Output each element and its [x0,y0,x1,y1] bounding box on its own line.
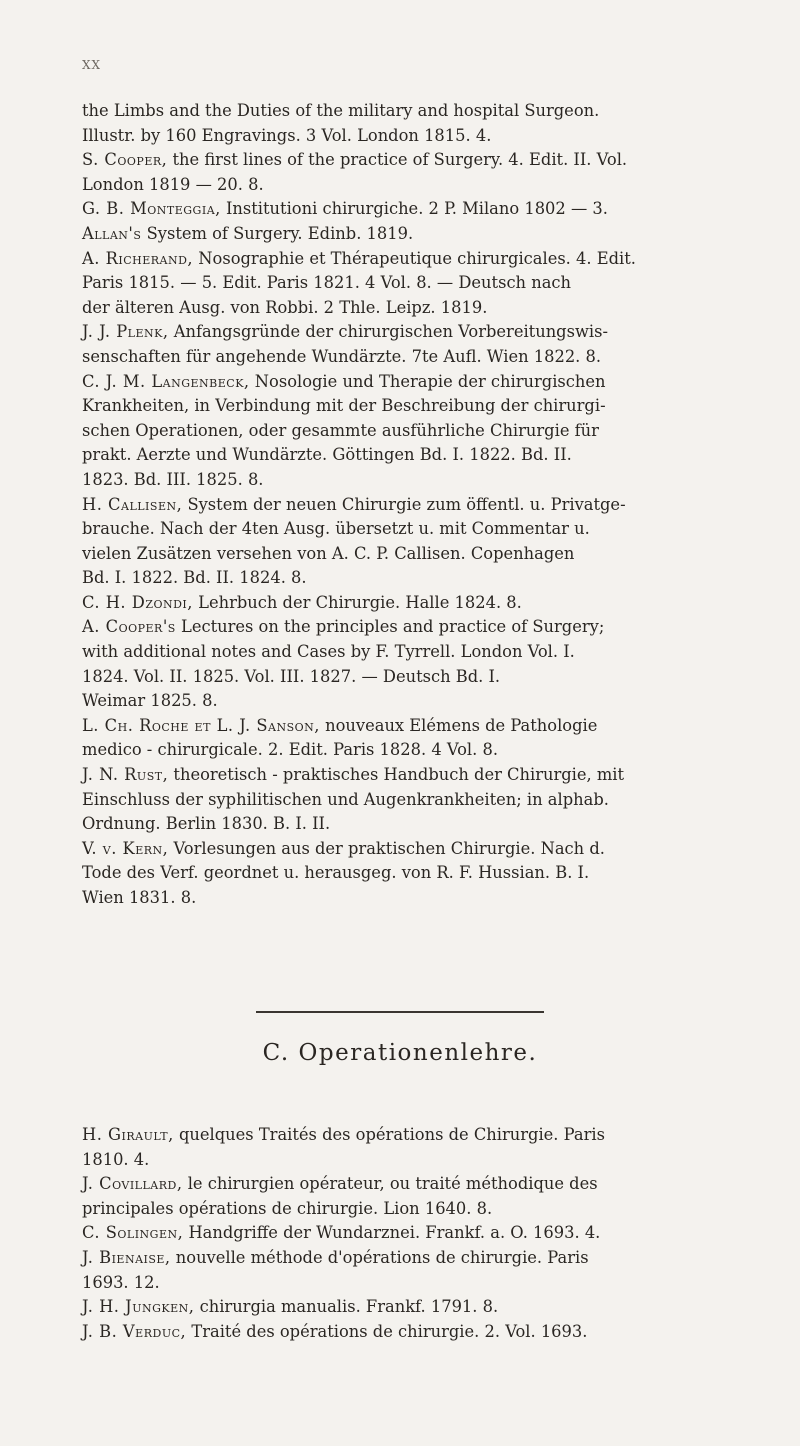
entry-line [82,1172,772,1197]
bibliography-entry-girault [82,1123,772,1172]
entry-text: chirurgia manualis. Frankf. 1791. 8. [194,1297,499,1317]
entry-line [82,1246,772,1271]
entry-author: H. Girault, [82,1125,174,1144]
entry-line: brauche. Nach der 4ten Ausg. übersetzt u. mit Commentar u. [82,519,590,539]
entry-line [82,714,772,739]
entry-text: System der neuen Chirurgie zum öffentl. u. Privatge- [182,494,626,514]
entry-line [82,1295,772,1320]
entry-text: le chirurgien opérateur, ou traité méthodique des [182,1174,598,1194]
entry-line: Ordnung. Berlin 1830. B. I. II. [82,814,331,834]
entry-line [82,1320,772,1345]
bibliography-entry-roche [82,714,772,763]
entry-line: vielen Zusätzen versehen von A. C. P. Callisen. Copenhagen [82,543,575,563]
section-heading: C. Operationenlehre. [262,1040,538,1066]
entry-line: London 1819 — 20. 8. [82,174,264,194]
entry-author: J. N. Rust, [82,765,169,785]
entry-line: with additional notes and Cases by F. Tyrrell. London Vol. I. [82,642,575,662]
entry-line [82,247,772,272]
entry-line [82,1221,772,1246]
bibliography-entry-richerand [82,247,772,321]
entry-author: C. Solingen, [82,1223,184,1243]
entry-author: C. H. Dzondi, [82,592,193,612]
entry-line [82,591,772,616]
entry-line [82,1123,772,1148]
entry-author: J. J. Plenk, [82,322,169,342]
entry-text: Anfangsgründe der chirurgischen Vorbereitungswis- [168,322,608,342]
entry-author: C. J. M. Langenbeck, [82,371,250,391]
entry-line: 1824. Vol. II. 1825. Vol. III. 1827. — Deutsch Bd. I. [82,666,501,686]
entry-line: medico - chirurgicale. 2. Edit. Paris 1828. 4 Vol. 8. [82,740,499,760]
entry-text: Lectures on the principles and practice of Surgery; [175,617,605,637]
entry-text: nouveaux Elémens de Pathologie [319,715,598,735]
entry-author: J. Covillard, [82,1174,183,1194]
entry-text: Nosologie und Therapie der chirurgischen [249,371,606,391]
entry-text: the Limbs and the Duties of the military and hospital Surgeon. [82,101,600,120]
entry-text: Nosographie et Thérapeutique chirurgicales. 4. Edit. [193,248,636,268]
bibliography-entry-verduc [82,1320,772,1345]
bibliography-entry-monteggia [82,197,772,222]
entry-line [82,493,772,518]
bibliography-entry-langenbeck [82,370,772,493]
bibliography-entry-rust [82,763,772,837]
entry-text: nouvelle méthode d'opérations de chirurgie. Paris [170,1247,589,1267]
entry-line: senschaften für angehende Wundärzte. 7te Aufl. Wien 1822. 8. [82,346,602,366]
bibliography-entry-dzondi [82,591,772,616]
bibliography-list [82,99,772,911]
operations-bibliography-list [82,1123,772,1344]
entry-line: Weimar 1825. 8. [82,691,218,711]
entry-author: V. v. Kern, [82,838,169,858]
entry-text: quelques Traités des opérations de Chirurgie. Paris [173,1125,605,1144]
entry-line: schen Operationen, oder gesammte ausführliche Chirurgie für [82,420,599,440]
entry-line [82,615,772,640]
entry-line [82,222,772,247]
bibliography-entry-cooper [82,148,772,197]
bibliography-entry-plenk [82,320,772,369]
entry-line: Einschluss der syphilitischen und Augenkrankheiten; in alphab. [82,789,609,809]
entry-line [82,837,772,862]
entry-line: der älteren Ausg. von Robbi. 2 Thle. Leipz. 1819. [82,297,488,317]
entry-author: J. H. Jungken, [82,1297,195,1317]
entry-line [82,148,772,173]
bibliography-entry-cooper-lectures [82,615,772,713]
entry-text: Traité des opérations de chirurgie. 2. Vol. 1693. [186,1321,588,1341]
entry-author: H. Callisen, [82,494,183,514]
entry-line [82,763,772,788]
page-header: XX [82,58,102,72]
entry-author: A. Cooper's [82,617,176,637]
entry-line: Illustr. by 160 Engravings. 3 Vol. London 1815. 4. [82,125,492,145]
bibliography-entry-jungken [82,1295,772,1320]
entry-line: Tode des Verf. geordnet u. herausgeg. von R. F. Hussian. B. I. [82,863,590,883]
entry-line: 1693. 12. [82,1272,160,1292]
entry-author: A. Richerand, [82,248,194,268]
bibliography-entry-limbs [82,99,772,148]
entry-line: Paris 1815. — 5. Edit. Paris 1821. 4 Vol. 8. — Deutsch nach [82,273,572,293]
entry-line: principales opérations de chirurgie. Lion 1640. 8. [82,1198,493,1218]
entry-line: Wien 1831. 8. [82,888,197,907]
entry-text: Institutioni chirurgiche. 2 P. Milano 1802 — 3. [220,199,608,219]
bibliography-entry-kern [82,837,772,911]
section-divider [256,1011,544,1013]
bibliography-entry-allan [82,222,772,247]
entry-author: J. Bienaise, [82,1247,171,1267]
entry-text: theoretisch - praktisches Handbuch der Chirurgie, mit [168,765,625,785]
bibliography-entry-solingen [82,1221,772,1246]
bibliography-entry-callisen [82,493,772,591]
entry-line: 1823. Bd. III. 1825. 8. [82,469,264,489]
entry-line: Bd. I. 1822. Bd. II. 1824. 8. [82,568,307,588]
entry-author: G. B. Monteggia, [82,199,221,219]
entry-text: System of Surgery. Edinb. 1819. [141,223,414,243]
entry-text: Handgriffe der Wundarznei. Frankf. a. O. 1693. 4. [183,1223,601,1243]
entry-line [82,197,772,222]
entry-line: prakt. Aerzte und Wundärzte. Göttingen Bd. I. 1822. Bd. II. [82,445,572,465]
bibliography-entry-covillard [82,1172,772,1221]
entry-text: Lehrbuch der Chirurgie. Halle 1824. 8. [192,592,522,612]
entry-text: the first lines of the practice of Surgery. 4. Edit. II. Vol. [167,150,628,170]
entry-author: L. Ch. Roche et L. J. Sanson, [82,715,320,735]
entry-line [82,370,772,395]
entry-author: Allan's [82,223,142,243]
bibliography-entry-bienaise [82,1246,772,1295]
entry-line [82,99,772,124]
entry-line [82,320,772,345]
entry-text: Vorlesungen aus der praktischen Chirurgie. Nach d. [168,838,605,858]
entry-author: S. Cooper, [82,150,168,170]
entry-author: J. B. Verduc, [82,1321,187,1341]
entry-line: 1810. 4. [82,1149,150,1169]
entry-line: Krankheiten, in Verbindung mit der Beschreibung der chirurgi- [82,396,606,416]
